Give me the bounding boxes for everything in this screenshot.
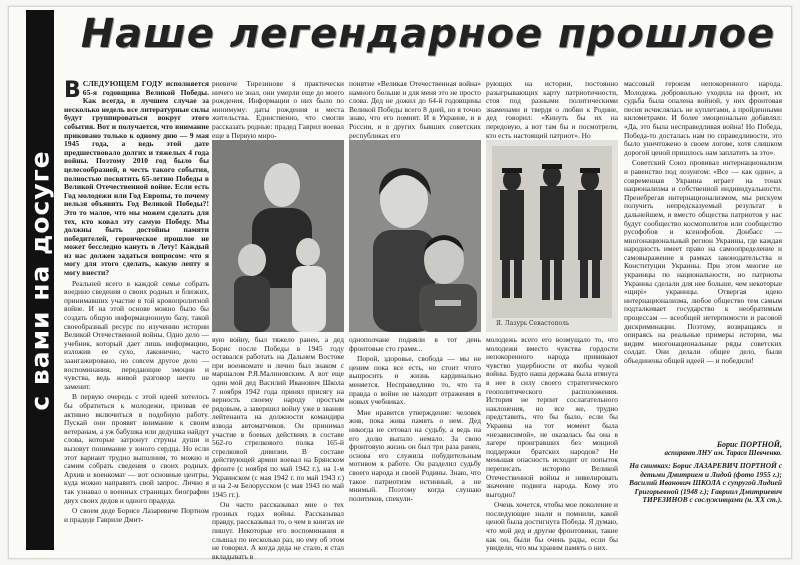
paragraph: молодежь всего его возмущало то, что молодежи вместо чувства гордости непокоренного народа прививают чувство ущербности от якобы чужой войны. Будто наша держава была втянута в нее в силу своего стратегического геополитического расположения. История не терпит сослагательного наклонения, но все же, трудно представить, что бы было, если бы Украина на тот момент была «независимой», не оказалась бы она в лагере проигравших без мощной поддержки братских народов? Не меньшая опасность исходит от попыток переписать историю Великой Отечественной войны и нивелировать значение подвига народа. Кому это выгодно? [486,335,618,499]
author-signature [624,440,782,458]
article-column-4-top [486,80,618,138]
article-column-4-bottom [486,335,618,553]
paragraph: однополчане подняли в тот день фронтовые сто грамм... [349,335,481,353]
article-column-3-bottom [349,336,481,550]
article-column-3-top [349,80,481,138]
headline-text: Наше легендарное прошлое [80,11,776,57]
article-column-5 [624,80,782,436]
paragraph: массовый героизм непокоренного народа. Молодежь добровольно уходила на фронт, их судьба была опалена войной, у них фронтовая песня исчислялась не куплетами, а пройденными километрами. И более эмоционально добавлял: «Да, это была несправедливая война! Но Победа, Победа-то досталась нам по справедливости, это было уничтожено в своем логове, хотя слишком дорогой ценой пришлось нам заплатить за это». [624,79,782,157]
article-column-2-bottom [212,335,344,561]
photo-caption: На снимках: Борис ЛАЗАРЕВИЧ ПОРТНОЙ с детьми Дмитрием и Лидой (фото 1955 г.); Василий Иванович ШКОЛА с супругой Лидией Григорьевной (1948 г.); Гавриил Дмитриевич ТИРЕЗИНОВ с сослуживцами (н. ХХ ст.). [629,461,782,505]
paragraph: Советский Союз провивал интернационализм и равенство под лозунгом: «Все — как один», а современная Украина играет на тонах национализма и собственной индивидуальности. Пренебрегая интернационализмом, мы рискуем получить непредсказуемый результат в дальнейшем, и вместо общества патриотов у нас будут сообщество космополитов или сообщество русофобов и ксенофобов. Донбасс — многонациональный регион Украины, где каждая народность имеет право на самоопределение и самовыражение в рамках законодательства и Конституции Украины. При этом многие не украинцы по национальности, но патриоты Украины сделали для нее больше, чем некоторые «щирі» украинцы. Отвергая идею интернационализма, любое общество тем самым подталкивает государство к необратимым процессам — всеобщей нетерпимости и расовой дискриминации. Поэтому, возвращаясь и опираясь на реальные примеры истории, мы видим многонациональные ряды советских солдат. Они делали общее дело, были объединены общей идеей — и победили! [624,158,782,365]
photo-soldiers [486,140,618,332]
article-column-2-top [212,80,344,138]
photo-couple [349,140,481,332]
paragraph: вую войну, был тяжело ранен, а дед Борис после Победы в 1945 году оставался работать на Дальнем Востоке при военкомате и лично был знаком с маршалом Р.Я.Малиновским. А вот еще один мой дед Василий Иванович Школа 7 ноября 1942 года принял присягу на верность своему народу простым рядовым, а завершил войну уже в звании лейтенанта на должности командира взвода автоматчиков. Он принимал участие в боевых действиях в составе 562-го стрелкового полка 165-й стрелковой дивизии. В составе действующей армии воевал на Брянском фронте (с ноября по май 1942 г.), на 1-м Украинском (с мая 1942 г. по май 1943 г.) и на 2-м Белорусском (с мая 1943 по май 1945 гг.). [212,335,344,499]
paragraph: Мне нравится утверждение: человек жив, пока жива память о нем. Дед никогда не сетовал на судьбу, а ведь на его долю выпало немало. За свою фронтовую жизнь он был три раза ранен, основа его служила побудительным мотивом к работе. Он разделил судьбу своего народа и своей Родины. Знаю, что такое патриотизм истинный, а не мнимый. Поэтому когда слушаю политиков, спекули- [349,407,481,503]
article-column-1 [64,80,209,550]
family-photo-image [212,140,344,332]
photo-studio-mark: Я. Лазурь Севастополь [496,320,570,327]
author-title: аспирант ЛНУ им. Тараса Шевченко. [664,449,782,457]
soldiers-photo-image [486,140,618,332]
dropcap: В [64,78,81,103]
paragraph: понятие «Великая Отечественная война» намного больше и для меня это не просто слова. Дед не дожил до 64-й годовщины Великой Победы всего 8 дней, но я точно знаю, что его помнят. И в Украине, и в России, и в других бывших советских республиках его [349,79,481,140]
paragraph: рующих на истории, постоянно разыгрывающих карту патриотичности, стоя под разными политическими знаменами и твердя о любви к Родине, дед говорил: «Кинуть бы их на передовую, а вот там бы и посмотрели, кто есть настоящий патриот». Но [486,79,618,140]
paragraph: Очень хочется, чтобы мое поколение и последующие знали и помнили, какой ценой была достигнута Победа. Я думаю, что мой дед и другие фронтовики, такие как он, были бы очень рады, если бы увидели, что мы храним память о них. [486,500,618,553]
paragraph: Реальней всего в каждой семье собрать воедино сведения о своих родных и близких, принимавших участие в той кровопролитной войне. И на этой основе можно было бы создать общую информационную базу, такой своеобразный ресурс по изучению истории Великой Отечественной войны. Одно дело — учебник, который дает лишь информацию, изложив ее сухо, лаконично, часто заангажировано, но совсем другое дело — воспоминания, передающие эмоции и чувства, ведь живой разговор ничто не заменит. [64,278,209,391]
headline [68,10,788,58]
photo-family [212,140,344,332]
paragraph: Порой, здоровье, свобода — мы не ценим пока все есть, но стоит чтото выпросить и жизнь кардинально меняется. Несправедливо то, что та правда о войне не находит отражения в новых учебниках. [349,354,481,407]
paragraph: Он часто рассказывал мне о тех грозных годах войны. Рассказывал правду, рассказывал то, о чем в книгах не пишут. Некоторые его воспоминания я слышал по несколько раз, но ему об этом не говорил. А когда деда не стало, я стал вкладывать в [212,500,344,561]
paragraph: О своем деде Борисе Лазаревиче Портном и прадеде Гавриле Дмит- [64,506,209,524]
paragraph: В первую очередь с этой идеей хотелось бы обратиться к молодежи, призвав ее активно включиться в подобную работу. Пускай они проявят внимание к своим ветеранам, а уж бабушка или дедушка найдут слова, которые затронут струны души и вызовут понимание у юного сердца. Но если этот вариант трудно выполним, то можно и самим собрать сведения о своих родных. Архив и военкомат — вот основные центры, куда можно направить свой запрос. Лично я так узнавал о военных страницах биографии двух своих дедов и одного прадеда. [64,392,209,505]
lead-text: СЛЕДУЮЩЕМ ГОДУ исполняется 65-я годовщина Великой Победы. Как всегда, в лучшем случае за несколько недель все литературные силы будут группироваться вокруг этого события. Вот и получается, что внимание приковано только к одному дню — 9 мая 1945 года, а ведь этой дате предшествовало долгих и тяжелых 4 года войны. Поэтому 2010 год было бы целесообразней, в честь такого события, полностью посвятить 65-летию Победы в Великой Отечественной войне. Если есть Год молодежи или Год Европы, то почему нельзя объявить Год Великой Победы?! Это то малое, что мы можем сделать для тех, кто ковал эту самую Победу. Мы должны быть достойны памяти победителей, героическое прошлое не может бесследно кануть в Лету! Каждый из нас должен задаться вопросом: что я могу для этого сделать, какую лепту я могу внести? [64,79,209,278]
paragraph: риевиче Тирезинове я практически ничего не знал, они умерли еще до моего рождения. Информации о них было по минимуму: даты рождения и места жительства. Единственно, что смогли рассказать родные: прадед Гаврил воевал еще в Первую миро- [212,79,344,140]
section-title: с вами на досуге [25,149,55,411]
section-banner [26,10,54,550]
author-name: Борис ПОРТНОЙ, [716,440,782,449]
couple-photo-image [349,140,481,332]
